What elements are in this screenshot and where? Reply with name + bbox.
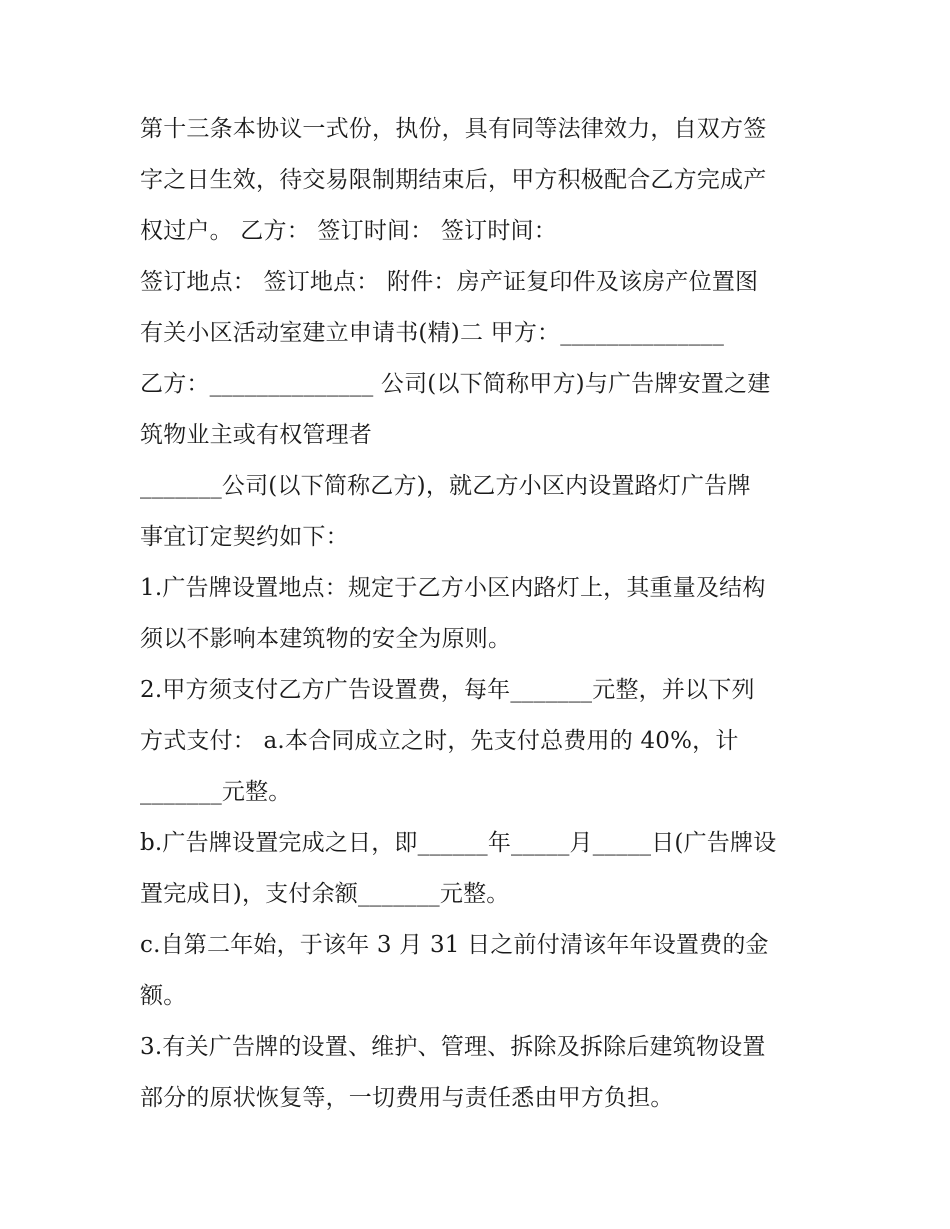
text-line: 筑物业主或有权管理者 <box>140 422 372 448</box>
text-line: 3.有关广告牌的设置、维护、管理、拆除及拆除后建筑物设置 <box>140 1034 766 1060</box>
text-line: 额。 <box>140 983 187 1009</box>
text-line: 置完成日)，支付余额_______元整。 <box>140 881 510 907</box>
text-line: 部分的原状恢复等，一切费用与责任悉由甲方负担。 <box>140 1085 674 1111</box>
text-line: 2.甲方须支付乙方广告设置费，每年_______元整，并以下列 <box>140 677 755 703</box>
text-line: 1.广告牌设置地点：规定于乙方小区内路灯上，其重量及结构 <box>140 575 766 601</box>
document-body <box>140 104 820 1124</box>
text-line: 事宜订定契约如下： <box>140 524 349 550</box>
text-line: _______公司(以下简称乙方)，就乙方小区内设置路灯广告牌 <box>140 473 751 499</box>
text-line: 字之日生效，待交易限制期结束后，甲方积极配合乙方完成产 <box>140 167 767 193</box>
text-line: c.自第二年始，于该年 3 月 31 日之前付清该年年设置费的金 <box>140 932 769 958</box>
text-line: 有关小区活动室建立申请书(精)二 甲方：______________ <box>140 320 725 346</box>
text-line: 签订地点： 签订地点： 附件：房产证复印件及该房产位置图 <box>140 269 759 295</box>
text-line: 第十三条本协议一式份，执份，具有同等法律效力，自双方签 <box>140 116 767 142</box>
text-line: 权过户。 乙方： 签订时间： 签订时间： <box>140 218 557 244</box>
text-line: 方式支付： a.本合同成立之时，先支付总费用的 40%，计 <box>140 728 739 754</box>
text-line: 须以不影响本建筑物的安全为原则。 <box>140 626 512 652</box>
text-line: _______元整。 <box>140 779 292 805</box>
text-line: 乙方：______________ 公司(以下简称甲方)与广告牌安置之建 <box>140 371 771 397</box>
text-line: b.广告牌设置完成之日，即______年_____月_____日(广告牌设 <box>140 830 777 856</box>
